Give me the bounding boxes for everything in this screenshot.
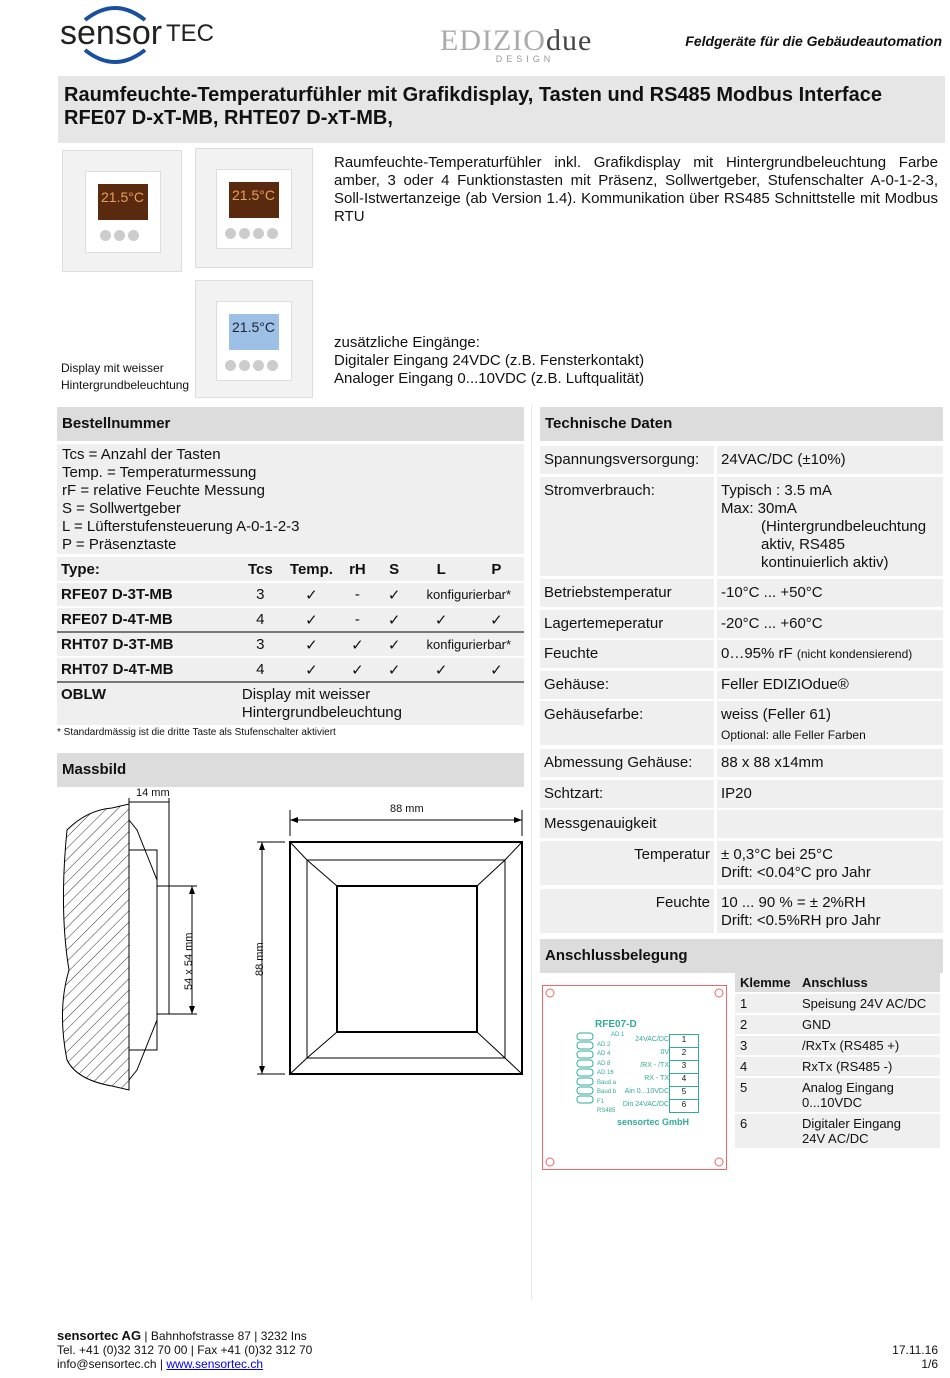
edizio-logo <box>440 24 610 64</box>
title-line1: Raumfeuchte-Temperaturfühler mit Grafikdisplay, Tasten und RS485 Modbus Interface <box>64 84 882 106</box>
order-legend: Tcs = Anzahl der Tasten Temp. = Temperaturmessung rF = relative Feuchte Messung S = Sollwertgeber L = Lüfterstufensteuerung A-0-1-2-3 P = Präsenztaste <box>57 444 524 554</box>
tech-row-acc-hum: Feuchte 10 ... 90 % = ± 2%RH Drift: <0.5%RH pro Jahr <box>540 889 943 933</box>
footer-right: 17.11.16 1/6 <box>892 1343 938 1371</box>
dim-14: 14 mm <box>136 787 170 799</box>
dim-88-side: 88 mm <box>254 942 266 976</box>
logo-tec: TEC <box>166 20 214 47</box>
extra-inputs: zusätzliche Eingänge: Digitaler Eingang 24VDC (z.B. Fensterkontakt) Analoger Eingang 0...10VDC (z.B. Luftqualität) <box>334 334 645 387</box>
logo-sensor: sensor <box>60 14 163 52</box>
device-buttons-4t <box>225 226 287 238</box>
table-row: RHT07 D-3T-MB 3 ✓ ✓ ✓ konfigurierbar* <box>57 632 524 657</box>
terminal-block: 1 2 3 4 5 6 <box>669 1034 699 1113</box>
tech-row-accuracy: Messgenauigkeit <box>540 810 943 838</box>
website-link[interactable]: www.sensortec.ch <box>166 1357 264 1371</box>
table-row: 4 RxTx (RS485 -) <box>735 1056 940 1077</box>
edizio-design: DESIGN <box>495 54 555 64</box>
table-row: RHT07 D-4T-MB 4 ✓ ✓ ✓ ✓ ✓ <box>57 657 524 682</box>
device-photo-white <box>195 280 313 398</box>
order-footnote: * Standardmässig ist die dritte Taste als Stufenschalter aktiviert <box>57 727 336 738</box>
device-buttons-white <box>225 358 287 370</box>
display-white: 21.5°C <box>229 314 279 350</box>
white-display-caption: Display mit weisser Hintergrundbeleuchtung <box>61 361 190 392</box>
intro-text: Raumfeuchte-Temperaturfühler inkl. Grafikdisplay mit Hintergrundbeleuchtung Farbe amber, 3 oder 4 Funktionstasten mit Präsenz, Sollwertgeber, Stufenschalter A-0-1-2-3, Soll-Istwertanzeige (ab Version 1.4). Kommunikation über RS485 Schnittstelle mit Modbus RTU <box>334 154 938 225</box>
device-buttons <box>100 228 148 240</box>
device-photo-3t <box>62 150 182 272</box>
title-line2: RFE07 D-xT-MB, RHTE07 D-xT-MB, <box>64 107 393 129</box>
tech-row-stortemp: Lagertemeperatur -20°C ... +60°C <box>540 610 943 638</box>
table-row: 6 Digitaler Eingang 24V AC/DC <box>735 1113 940 1149</box>
dip-switch-icon <box>575 1031 597 1111</box>
dim-88-top: 88 mm <box>390 803 424 815</box>
tech-row-acc-temp: Temperatur ± 0,3°C bei 25°C Drift: <0.04°C pro Jahr <box>540 841 943 885</box>
tech-row-ip: Schtzart: IP20 <box>540 780 943 808</box>
tech-heading: Technische Daten <box>540 407 943 441</box>
dip-switch: AD 1 AD 2 AD 4 AD 8 AD 16 Baud a Baud b F1 RS485 <box>597 1032 625 1114</box>
table-row: RFE07 D-4T-MB 4 ✓ - ✓ ✓ ✓ <box>57 607 524 632</box>
table-row: 1 Speisung 24V AC/DC <box>735 993 940 1014</box>
connection-heading: Anschlussbelegung <box>540 939 943 973</box>
column-divider <box>531 405 532 1300</box>
pcb-name: RFE07-D <box>595 1019 637 1030</box>
edizio-due: due <box>545 24 593 57</box>
edizio-text: EDIZIO <box>440 24 546 57</box>
pcb-diagram <box>542 985 727 1170</box>
device-photo-4t <box>195 148 313 268</box>
massbild-heading: Massbild <box>57 753 524 787</box>
order-heading: Bestellnummer <box>57 407 524 441</box>
table-row: 2 GND <box>735 1014 940 1035</box>
display-amber: 21.5°C <box>98 184 148 220</box>
table-row: 3 /RxTx (RS485 +) <box>735 1035 940 1056</box>
tech-row-supply: Spannungsversorgung: 24VAC/DC (±10%) <box>540 446 943 474</box>
table-row: RFE07 D-3T-MB 3 ✓ - ✓ konfigurierbar* <box>57 582 524 607</box>
tech-row-color: Gehäusefarbe: weiss (Feller 61) Optional: alle Feller Farben <box>540 701 943 745</box>
tech-row-optemp: Betriebstemperatur -10°C ... +50°C <box>540 579 943 607</box>
tagline: Feldgeräte für die Gebäudeautomation <box>685 33 942 49</box>
dim-54: 54 x 54 mm <box>183 932 195 990</box>
tech-row-current: Stromverbrauch: Typisch : 3.5 mA Max: 30mA (Hintergrundbeleuchtung aktiv, RS485 kontinuierlich aktiv) <box>540 477 943 576</box>
dimension-drawing <box>57 790 527 1110</box>
terminal-table: Klemme Anschluss 1 Speisung 24V AC/DC 2 GND 3 /RxTx (RS485 +) 4 RxTx (RS485 -) 5 Analog Eingang 0...10VDC 6 Digitaler Eingang 24V AC/DC <box>735 973 940 1150</box>
order-table: Type: Tcs Temp. rH S L P RFE07 D-3T-MB 3 ✓ - ✓ konfigurierbar* RFE07 D-4T-MB 4 ✓ - ✓ ✓ ✓ RHT07 D-3T-MB 3 ✓ ✓ ✓ konfigurierbar* RHT07 D-4T-MB 4 ✓ ✓ ✓ ✓ ✓ OBLW Display mit weisser Hintergrundbeleuchtung <box>57 557 524 727</box>
tech-row-humidity: Feuchte 0…95% rF (nicht kondensierend) <box>540 640 943 668</box>
table-row: OBLW Display mit weisser Hintergrundbeleuchtung <box>57 682 524 726</box>
pcb-company: sensortec GmbH <box>617 1117 690 1127</box>
table-row: 5 Analog Eingang 0...10VDC <box>735 1077 940 1113</box>
logo-arc-bottom-icon <box>80 48 150 68</box>
pin-labels: 24VAC/DC 0V /RX - /TX RX - TX Ain 0...10VDC Din 24VAC/DC <box>622 1036 669 1108</box>
display-amber-4t: 21.5°C <box>229 182 279 218</box>
footer: sensortec AG | Bahnhofstrasse 87 | 3232 Ins Tel. +41 (0)32 312 70 00 | Fax +41 (0)32 312 70 info@sensortec.ch | www.sensortec.ch <box>57 1328 313 1371</box>
tech-row-dimension: Abmessung Gehäuse: 88 x 88 x14mm <box>540 749 943 777</box>
sensortec-logo <box>60 2 220 66</box>
title-box <box>58 76 945 143</box>
tech-row-housing: Gehäuse: Feller EDIZIOdue® <box>540 671 943 699</box>
